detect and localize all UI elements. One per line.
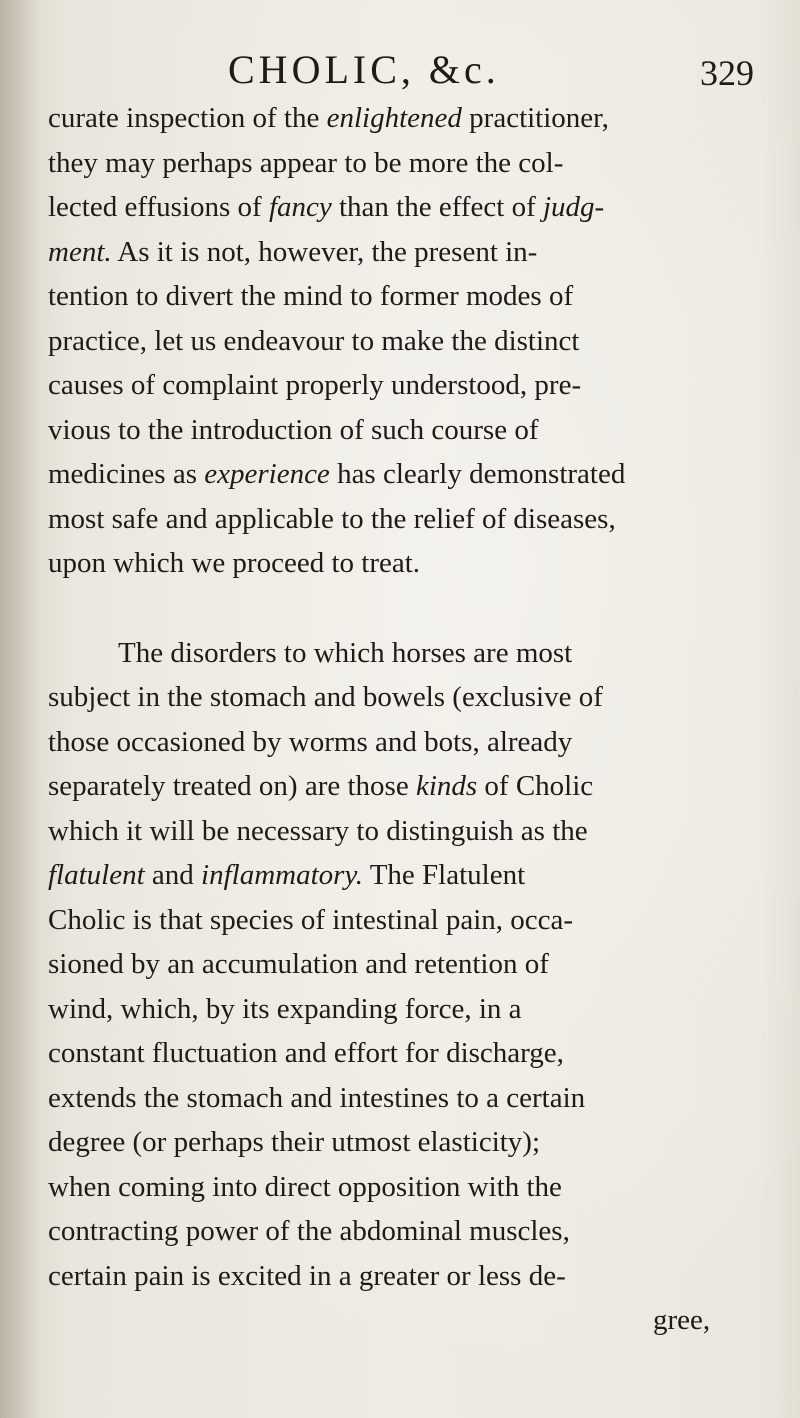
text-segment: has clearly demonstrated xyxy=(329,458,626,490)
page-header xyxy=(0,46,800,96)
text-line xyxy=(48,497,778,542)
text-segment: most safe and applicable to the relief of diseases, xyxy=(48,502,616,535)
text-line xyxy=(48,720,778,765)
text-line xyxy=(48,764,778,809)
text-line xyxy=(48,408,778,453)
text-segment: constant fluctuation and effort for discharge, xyxy=(48,1037,564,1069)
text-segment: wind, which, by its expanding force, in a xyxy=(48,992,522,1025)
text-line xyxy=(48,96,778,141)
text-segment: medicines as xyxy=(48,458,205,490)
text-segment: practitioner, xyxy=(461,102,609,134)
text-line xyxy=(48,319,778,364)
italic-text: enlightened xyxy=(326,102,462,134)
text-line xyxy=(48,452,778,497)
text-segment: degree (or perhaps their utmost elasticity); xyxy=(48,1126,541,1158)
text-segment: causes of complaint properly understood, pre- xyxy=(48,369,582,401)
text-line xyxy=(48,141,778,186)
text-line xyxy=(48,987,778,1032)
text-line xyxy=(48,1031,778,1076)
text-segment: extends the stomach and intestines to a certain xyxy=(48,1081,586,1114)
text-line xyxy=(48,898,778,943)
text-segment: those occasioned by worms and bots, already xyxy=(48,725,573,758)
text-segment: they may perhaps appear to be more the col- xyxy=(48,146,564,179)
text-segment: of Cholic xyxy=(477,770,594,802)
text-line xyxy=(48,1076,778,1121)
body-text xyxy=(48,96,778,1343)
paragraph-2 xyxy=(48,631,778,1299)
text-line xyxy=(48,541,778,586)
paragraph-gap xyxy=(48,586,778,631)
italic-text: judg- xyxy=(542,191,605,223)
text-line xyxy=(48,274,778,319)
text-segment: lected effusions of xyxy=(48,191,269,223)
text-segment: contracting power of the abdominal muscles, xyxy=(48,1215,570,1247)
text-line xyxy=(48,1165,778,1210)
text-segment: As it is not, however, the present in- xyxy=(111,235,538,268)
text-line xyxy=(48,363,778,408)
text-line xyxy=(48,631,778,676)
italic-text: kinds xyxy=(415,770,478,802)
text-segment: which it will be necessary to distinguish as the xyxy=(48,814,588,847)
italic-text: ment. xyxy=(48,235,112,268)
text-segment: curate inspection of the xyxy=(48,102,327,134)
text-segment: separately treated on) are those xyxy=(48,770,416,802)
text-line xyxy=(48,675,778,720)
text-line xyxy=(48,942,778,987)
text-line xyxy=(48,185,778,230)
italic-text: experience xyxy=(204,458,330,490)
italic-text: flatulent xyxy=(48,859,145,891)
text-line xyxy=(48,230,778,275)
text-segment: vious to the introduction of such course of xyxy=(48,413,539,446)
running-head: CHOLIC, &c. xyxy=(228,47,500,92)
text-segment: tention to divert the mind to former modes of xyxy=(48,280,574,312)
text-segment: sioned by an accumulation and retention of xyxy=(48,948,549,980)
text-segment: subject in the stomach and bowels (exclusive of xyxy=(48,681,603,713)
text-segment: The Flatulent xyxy=(362,859,526,891)
text-segment: upon which we proceed to treat. xyxy=(48,547,421,579)
text-line xyxy=(48,1120,778,1165)
text-segment: The disorders to which horses are most xyxy=(118,636,573,669)
text-segment: when coming into direct opposition with the xyxy=(48,1170,562,1203)
text-segment: and xyxy=(144,859,202,891)
text-line xyxy=(48,1209,778,1254)
text-segment: certain pain is excited in a greater or less de- xyxy=(48,1259,566,1292)
text-segment: practice, let us endeavour to make the distinct xyxy=(48,324,580,357)
text-segment: Cholic is that species of intestinal pain, occa- xyxy=(48,903,574,936)
text-line xyxy=(48,1254,778,1299)
catchword: gree, xyxy=(653,1304,711,1336)
italic-text: inflammatory. xyxy=(201,859,363,891)
italic-text: fancy xyxy=(268,191,332,223)
gutter-shadow xyxy=(0,0,40,1418)
text-line xyxy=(48,809,778,854)
text-line xyxy=(48,853,778,898)
text-segment: than the effect of xyxy=(331,191,543,223)
page-number: 329 xyxy=(700,53,754,93)
paragraph-1 xyxy=(48,96,778,586)
